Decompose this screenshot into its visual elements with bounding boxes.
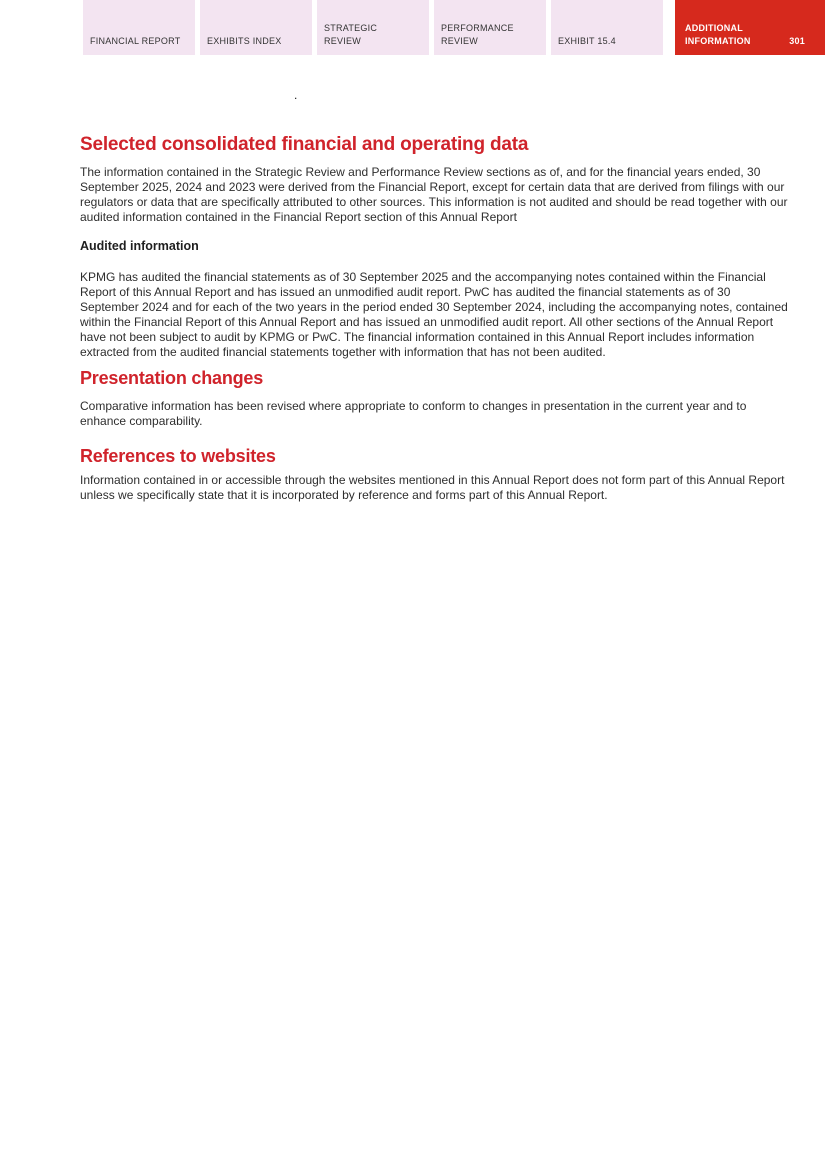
intro-paragraph: The information contained in the Strategic Review and Performance Review sections as of, and for the financial years ended, 30 September 2025, 2024 and 2023 were derived from the Financial Report, except for certain data that are derived from filings with our regulators or data that are specifically attributed to other sources. This information is not audited and should be read together with our audited information contained in the Financial Report section of this Annual Report [80,165,788,224]
references-to-websites-heading: References to websites [80,446,276,466]
references-to-websites-paragraph: Information contained in or accessible through the websites mentioned in this Annual Report does not form part of this Annual Report unless we specifically state that it is incorporated by reference and forms part of this Annual Report. [80,473,785,502]
stray-period: . [294,88,298,102]
page-title: Selected consolidated financial and operating data [80,134,529,155]
audited-information-subheading: Audited information [80,239,199,253]
presentation-changes-heading: Presentation changes [80,368,264,388]
tab-label: ADDITIONAL INFORMATION [685,23,751,46]
presentation-changes-paragraph: Comparative information has been revised where appropriate to conform to changes in presentation in the current year and to enhance comparability. [80,399,747,428]
tab-label: EXHIBITS INDEX [207,36,282,46]
tab-label: FINANCIAL REPORT [90,36,181,46]
tab-label: PERFORMANCE REVIEW [441,23,514,46]
audited-information-paragraph: KPMG has audited the financial statements as of 30 September 2025 and the accompanying notes contained within the Financial Report of this Annual Report and has issued an unmodified audit report. PwC has audited the financial statements as of 30 September 2024 and for each of the two years in the period ended 30 September 2024, including the accompanying notes, contained within the Financial Report of this Annual Report and has issued an unmodified audit report. All other sections of the Annual Report have not been subject to audit by KPMG or PwC. The financial information contained in this Annual Report includes information extracted from the audited financial statements together with information that has not been audited. [80,270,788,359]
tab-label: EXHIBIT 15.4 [558,36,616,46]
tab-label: STRATEGIC REVIEW [324,23,378,46]
page-number-badge: 301 [789,36,805,46]
content-column [80,0,792,503]
